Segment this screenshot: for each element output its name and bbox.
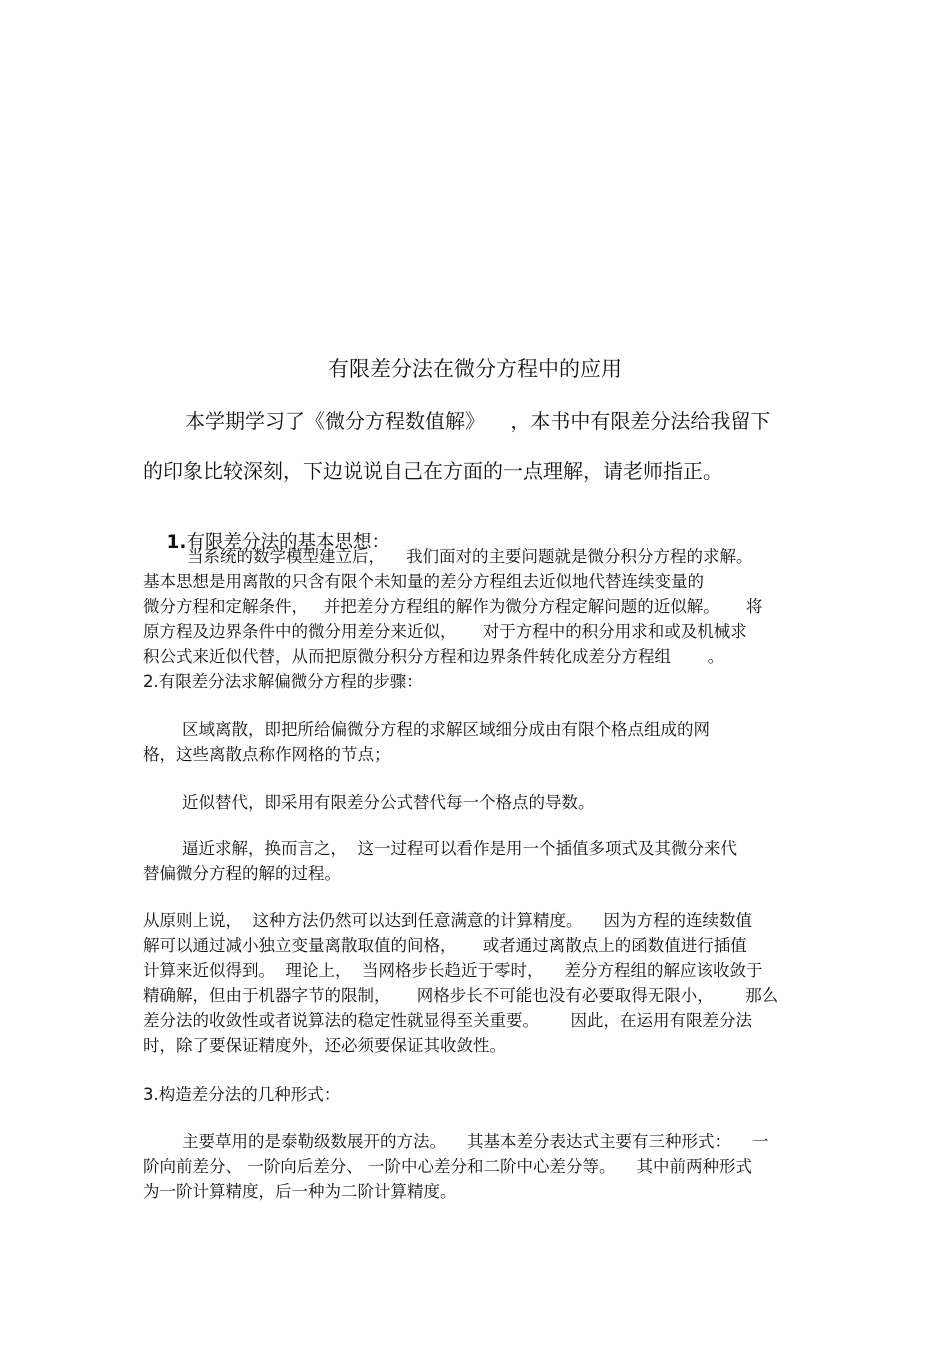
section-2-heading: 2.有限差分法求解偏微分方程的步骤： xyxy=(143,672,423,691)
section-2-p2-line-1: 近似替代，即采用有限差分公式替代每一个格点的导数。 xyxy=(182,793,595,812)
section-3-line-2: 阶向前差分、 一阶向后差分、 一阶中心差分和二阶中心差分等。 其中前两种形式 xyxy=(143,1157,752,1176)
section-3-line-1: 主要草用的是泰勒级数展开的方法。 其基本差分表达式主要有三种形式： 一 xyxy=(182,1132,769,1151)
section-2-p4-line-1: 从原则上说， 这种方法仍然可以达到任意满意的计算精度。 因为方程的连续数值 xyxy=(143,911,752,930)
section-2-p4-line-2: 解可以通过减小独立变量离散取值的间格， 或者通过离散点上的函数值进行插值 xyxy=(143,936,747,955)
section-3-line-3: 为一阶计算精度，后一种为二阶计算精度。 xyxy=(143,1182,457,1201)
section-2-p4-line-6: 时，除了要保证精度外，还必须要保证其收敛性。 xyxy=(143,1036,506,1055)
intro-line-2: 的印象比较深刻，下边说说自己在方面的一点理解，请老师指正。 xyxy=(143,459,723,483)
section-2-p3-line-2: 替偏微分方程的解的过程。 xyxy=(143,864,341,883)
section-1-number: 1. xyxy=(166,532,187,553)
section-1-line-2: 基本思想是用离散的只含有限个未知量的差分方程组去近似地代替连续变量的 xyxy=(143,572,704,591)
section-2-p4-line-3: 计算来近似得到。 理论上， 当网格步长趋近于零时， 差分方程组的解应该收敛于 xyxy=(143,961,763,980)
section-1-line-4: 原方程及边界条件中的微分用差分来近似， 对于方程中的积分用求和或及机械求 xyxy=(143,622,747,641)
section-2-p4-line-4: 精确解，但由于机器字节的限制， 网格步长不可能也没有必要取得无限小， 那么 xyxy=(143,986,779,1005)
document-title: 有限差分法在微分方程中的应用 xyxy=(328,357,622,381)
section-3-heading: 3.构造差分法的几种形式： xyxy=(143,1085,341,1104)
section-2-p1-line-2: 格，这些离散点称作网格的节点； xyxy=(143,745,391,764)
section-1-line-1: 当系统的数学模型建立后， 我们面对的主要问题就是微分积分方程的求解。 xyxy=(187,547,753,566)
section-2-p3-line-1: 逼近求解，换而言之， 这一过程可以看作是用一个插值多项式及其微分来代 xyxy=(182,839,737,858)
section-2-p1-line-1: 区域离散，即把所给偏微分方程的求解区域细分成由有限个格点组成的网 xyxy=(182,720,710,739)
section-1-title: 有限差分法的基本思想： xyxy=(186,532,390,553)
section-1-line-3: 微分方程和定解条件， 并把差分方程组的解作为微分方程定解问题的近似解。 将 xyxy=(143,597,763,616)
section-1-line-5: 积公式来近似代替，从而把原微分积分方程和边界条件转化成差分方程组 。 xyxy=(143,647,725,666)
section-2-p4-line-5: 差分法的收敛性或者说算法的稳定性就显得至关重要。 因此，在运用有限差分法 xyxy=(143,1011,752,1030)
intro-line-1: 本学期学习了《微分方程数值解》 ，本书中有限差分法给我留下 xyxy=(185,409,771,433)
